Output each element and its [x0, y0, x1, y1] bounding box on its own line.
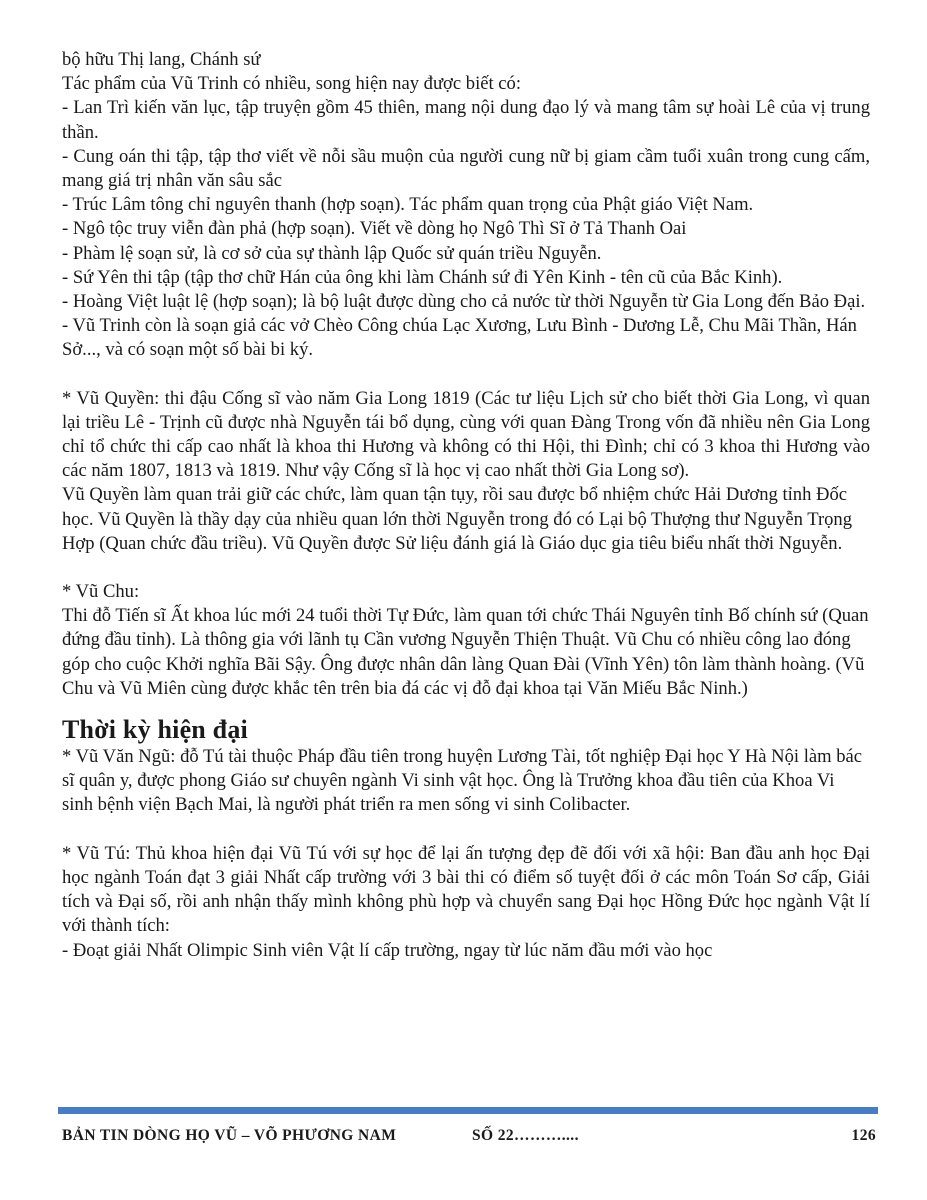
paragraph: * Vũ Chu: [62, 581, 140, 603]
section-vu-chu [62, 580, 870, 701]
list-item: - Đoạt giải Nhất Olimpic Sinh viên Vật lí cấp trường, ngay từ lúc năm đầu mới vào học [62, 939, 713, 961]
paragraph: * Vũ Quyền: thi đậu Cống sĩ vào năm Gia Long 1819 (Các tư liệu Lịch sử cho biết thời Gia Long, vì quan lại triều Lê - Trịnh cũ được nhà Nguyễn tái bổ dụng, cùng với quan Đàng Trong vốn đã nhiều nên Gia Long chỉ tổ chức thi cấp cao nhất là khoa thi Hương và không có thi Hội, thi Đình; chỉ có 3 khoa thi Hương vào các năm 1807, 1813 và 1819. Như vậy Cống sĩ là học vị cao nhất thời Gia Long sơ). [62, 387, 870, 482]
spacer [62, 556, 870, 580]
section-vu-van-ngu [62, 745, 870, 818]
list-item: - Cung oán thi tập, tập thơ viết về nỗi sầu muộn của người cung nữ bị giam cầm tuổi xuân trong cung cấm, mang giá trị nhân văn sâu sắc [62, 145, 870, 192]
section-heading: Thời kỳ hiện đại [62, 715, 248, 745]
section-vu-quyen [62, 387, 870, 556]
footer-divider [58, 1107, 878, 1114]
list-item: - Ngô tộc truy viễn đàn phả (hợp soạn). Viết về dòng họ Ngô Thì Sĩ ở Tả Thanh Oai [62, 218, 687, 240]
paragraph: Thi đỗ Tiến sĩ Ất khoa lúc mới 24 tuổi thời Tự Đức, làm quan tới chức Thái Nguyên tỉnh Bố chính sứ (Quan đứng đầu tỉnh). Là thông gia với lãnh tụ Cần vương Nguyễn Thiện Thuật. Vũ Chu có nhiều công lao đóng góp cho cuộc Khởi nghĩa Bãi Sậy. Ông được nhân dân làng Quan Đài (Vĩnh Yên) tôn làm thành hoàng. (Vũ Chu và Vũ Miên cùng được khắc tên trên bia đá các vị đỗ đại khoa tại Văn Miếu Bắc Ninh.) [62, 605, 869, 699]
publication-title: BẢN TIN DÒNG HỌ VŨ – VÕ PHƯƠNG NAM [62, 1127, 397, 1144]
paragraph: * Vũ Tú: Thủ khoa hiện đại Vũ Tú với sự học để lại ấn tượng đẹp đẽ đối với xã hội: Ban đầu anh học Đại học ngành Toán đạt 3 giải Nhất cấp trường với 3 bài thi có điểm số tuyệt đối ở các môn Toán Sơ cấp, Giải tích và Đại số, rồi anh nhận thấy mình không phù hợp và chuyển sang Đại học Hồng Đức học ngành Vật lí với thành tích: [62, 842, 870, 937]
list-item: - Lan Trì kiến văn lục, tập truyện gồm 45 thiên, mang nội dung đạo lý và mang tâm sự hoài Lê của vị trung thần. [62, 97, 870, 143]
list-item: - Phàm lệ soạn sử, là cơ sở của sự thành lập Quốc sử quán triều Nguyễn. [62, 242, 602, 264]
paragraph: * Vũ Văn Ngũ: đỗ Tú tài thuộc Pháp đầu tiên trong huyện Lương Tài, tốt nghiệp Đại học Y Hà Nội làm bác sĩ quân y, được phong Giáo sư chuyên ngành Vi sinh vật học. Ông là Trưởng khoa đầu tiên của Khoa Vi sinh bệnh viện Bạch Mai, là người phát triển ra men sống vi sinh Colibacter. [62, 746, 863, 816]
paragraph: Tác phẩm của Vũ Trinh có nhiều, song hiện nay được biết có: [62, 73, 522, 95]
paragraph: bộ hữu Thị lang, Chánh sứ [62, 49, 261, 70]
spacer [62, 818, 870, 842]
section-vu-trinh-works [62, 48, 870, 363]
list-item: - Trúc Lâm tông chỉ nguyên thanh (hợp soạn). Tác phẩm quan trọng của Phật giáo Việt Nam. [62, 194, 754, 216]
paragraph: Vũ Quyền làm quan trải giữ các chức, làm quan tận tụy, rồi sau được bổ nhiệm chức Hải Dương tỉnh Đốc học. Vũ Quyền là thầy dạy của nhiều quan lớn thời Nguyễn trong đó có Lại bộ Thượng thư Nguyễn Trọng Hợp (Quan chức đầu triều). Vũ Quyền được Sử liệu đánh giá là Giáo dục gia tiêu biểu nhất thời Nguyễn. [62, 484, 853, 554]
section-vu-tu [62, 842, 870, 963]
list-item: - Hoàng Việt luật lệ (hợp soạn); là bộ luật được dùng cho cả nước từ thời Nguyễn từ Gia Long đến Bảo Đại. [62, 291, 866, 313]
spacer [62, 363, 870, 387]
page-number: 126 [851, 1127, 876, 1144]
list-item: - Vũ Trinh còn là soạn giả các vở Chèo Công chúa Lạc Xương, Lưu Bình - Dương Lễ, Chu Mãi Thần, Hán Sở..., và có soạn một số bài bi ký. [62, 315, 857, 361]
issue-number: SỐ 22……….... [472, 1127, 579, 1144]
list-item: - Sứ Yên thi tập (tập thơ chữ Hán của ông khi làm Chánh sứ đi Yên Kinh - tên cũ của Bắc Kinh). [62, 266, 783, 288]
page-content [62, 48, 870, 963]
